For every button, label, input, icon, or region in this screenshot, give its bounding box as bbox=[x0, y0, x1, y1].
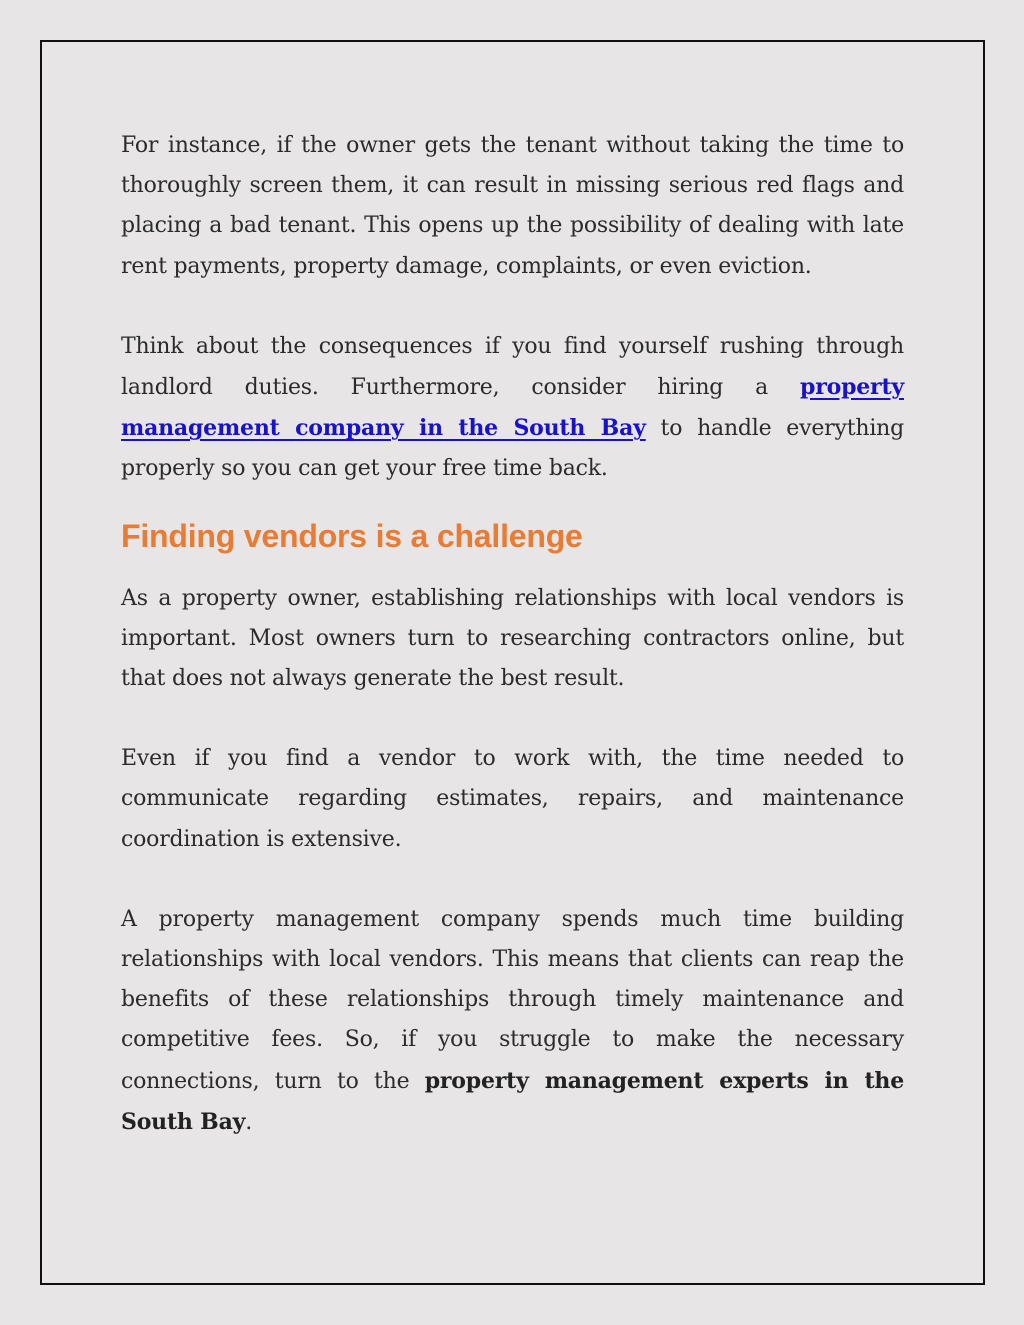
document-body bbox=[121, 126, 904, 1143]
section-heading: Finding vendors is a challenge bbox=[121, 517, 583, 554]
paragraph-vendor-relationships: As a property owner, establishing relationships with local vendors is important. Most owners turn to researching contractors online, but that does not always generate the best result. bbox=[121, 585, 904, 692]
paragraph-consequences bbox=[121, 327, 904, 490]
paragraph-spacer bbox=[121, 860, 904, 900]
paragraph-tenant-screening: For instance, if the owner gets the tenant without taking the time to thoroughly screen them, it can result in missing serious red flags and placing a bad tenant. This opens up the possibility of dealing with late rent payments, property damage, complaints, or even eviction. bbox=[121, 133, 904, 279]
paragraph-spacer bbox=[121, 699, 904, 739]
paragraph-management-benefits-end: . bbox=[245, 1109, 253, 1135]
paragraph-management-benefits bbox=[121, 900, 904, 1143]
paragraph-spacer bbox=[121, 287, 904, 327]
heading-spacer-top bbox=[121, 490, 904, 516]
property-management-company-link[interactable]: property management company in the South Bay bbox=[121, 374, 904, 442]
heading-spacer-bottom bbox=[121, 556, 904, 579]
paragraph-vendor-communication: Even if you find a vendor to work with, the time needed to communicate regarding estimates, repairs, and maintenance coordination is extensive. bbox=[121, 746, 904, 852]
paragraph-consequences-text: Think about the consequences if you find yourself rushing through landlord duties. Furthermore, consider hiring a bbox=[121, 333, 904, 401]
property-management-experts-emphasis: property management experts in the South Bay bbox=[121, 1067, 904, 1135]
paragraph-management-benefits-text: A property management company spends much time building relationships with local vendors. This means that clients can reap the benefits of these relationships through timely maintenance and competitive fees. So, if you struggle to make the necessary connections, turn to the bbox=[121, 906, 904, 1094]
paragraph-consequences-end: to handle everything properly so you can get your free time back. bbox=[121, 416, 905, 482]
